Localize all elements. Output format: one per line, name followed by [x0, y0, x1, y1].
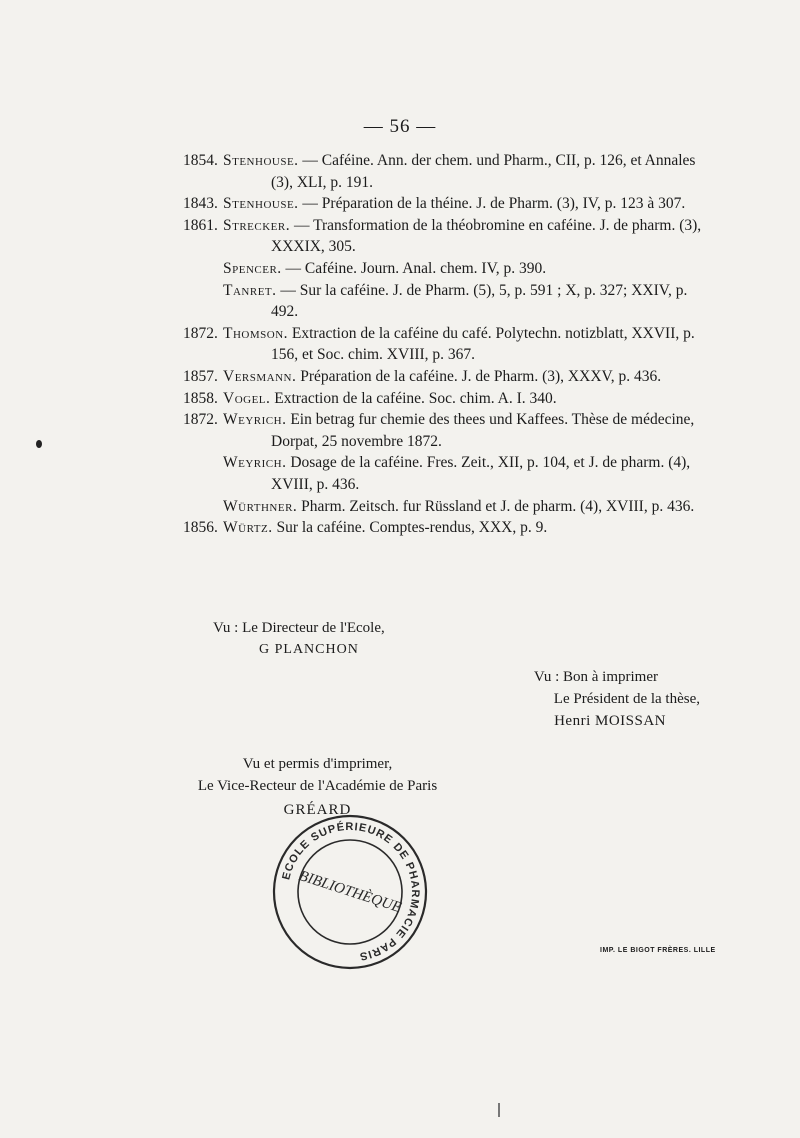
reference-entry: 1854. Stenhouse. — Caféine. Ann. der chem. und Pharm., CII, p. 126, et Annales (3), XLI, p. 191.: [183, 152, 696, 191]
reference-author: Stenhouse.: [223, 152, 299, 169]
president-name: Henri MOISSAN: [554, 713, 666, 729]
reference-text: — Caféine. Ann. der chem. und Pharm., CII, p. 126, et Annales (3), XLI, p. 191.: [271, 152, 696, 191]
president-title: Le Président de la thèse,: [553, 691, 700, 707]
reference-text: — Préparation de la théine. J. de Pharm. (3), IV, p. 123 à 307.: [302, 195, 686, 213]
director-approval-line: Vu : Le Directeur de l'Ecole,: [213, 620, 385, 636]
reference-author: Vogel.: [223, 389, 271, 407]
reference-text: Extraction de la caféine du café. Polytechn. notizblatt, XXVII, p. 156, et Soc. chim. XVIII, p. 367.: [271, 324, 695, 364]
reference-text: Pharm. Zeitsch. fur Rüssland et J. de pharm. (4), XVIII, p. 436.: [301, 497, 695, 515]
reference-entry: 1861. Strecker. — Transformation de la théobromine en caféine. J. de pharm. (3), XXXIX, 305.: [183, 216, 702, 256]
reference-text: Sur la caféine. Comptes-rendus, XXX, p. 9.: [276, 519, 548, 537]
reference-entry: 1858. Vogel. Extraction de la caféine. Soc. chim. A. I. 340.: [183, 389, 557, 407]
library-stamp-icon: [270, 812, 430, 972]
director-approval: [213, 617, 385, 661]
president-approval: [440, 666, 700, 732]
reference-author: Tanret.: [223, 281, 277, 299]
reference-author: Weyrich.: [223, 411, 287, 429]
president-approval-line: Vu : Bon à imprimer: [533, 669, 658, 685]
rector-title: Le Vice-Recteur de l'Académie de Paris: [197, 778, 438, 794]
references-list: [183, 150, 703, 539]
reference-author: Spencer.: [223, 259, 282, 277]
reference-author: Würthner.: [223, 497, 298, 515]
reference-author: Strecker.: [223, 216, 291, 234]
reference-entry: 1856. Würtz. Sur la caféine. Comptes-rendus, XXX, p. 9.: [183, 519, 548, 537]
reference-entry: [183, 258, 703, 280]
rector-approval: [150, 753, 485, 821]
reference-entry: 1857. Versmann. Préparation de la caféine. J. de Pharm. (3), XXXV, p. 436.: [183, 367, 662, 385]
reference-text: Extraction de la caféine. Soc. chim. A. I. 340.: [274, 389, 557, 407]
margin-mark: [498, 1103, 500, 1117]
reference-author: Versmann.: [223, 367, 297, 385]
reference-text: — Sur la caféine. J. de Pharm. (5), 5, p. 591 ; X, p. 327; XXIV, p. 492.: [271, 281, 688, 321]
stamp-inner-text: BIBLIOTHÈQUE: [296, 867, 404, 917]
reference-entry: [183, 496, 703, 518]
printer-imprint: IMP. LE BIGOT FRÈRES. LILLE: [600, 947, 716, 954]
reference-text: — Transformation de la théobromine en caféine. J. de pharm. (3), XXXIX, 305.: [271, 216, 702, 256]
page-number: — 56 —: [363, 116, 437, 137]
reference-entry: 1872. Thomson. Extraction de la caféine du café. Polytechn. notizblatt, XXVII, p. 156, et Soc. chim. XVIII, p. 367.: [183, 324, 695, 364]
reference-author: Würtz.: [223, 519, 273, 537]
reference-entry: 1843. Stenhouse. — Préparation de la théine. J. de Pharm. (3), IV, p. 123 à 307.: [183, 195, 686, 213]
rector-permit-line: Vu et permis d'imprimer,: [242, 756, 393, 772]
reference-author: Thomson.: [223, 324, 289, 342]
rector-name: GRÉARD: [283, 802, 352, 818]
reference-text: Dosage de la caféine. Fres. Zeit., XII, p. 104, et J. de pharm. (4), XVIII, p. 436.: [271, 454, 691, 493]
reference-author: Stenhouse.: [223, 195, 299, 213]
reference-entry: 1872. Weyrich. Ein betrag fur chemie des thees und Kaffees. Thèse de médecine, Dorpat, 25 novembre 1872.: [183, 411, 695, 450]
reference-author: Weyrich.: [223, 454, 287, 472]
reference-text: — Caféine. Journ. Anal. chem. IV, p. 390.: [285, 259, 547, 277]
reference-text: Ein betrag fur chemie des thees und Kaffees. Thèse de médecine, Dorpat, 25 novembre 1872.: [271, 411, 695, 450]
ink-dot: [36, 440, 42, 448]
director-name: G PLANCHON: [259, 642, 359, 657]
reference-text: Préparation de la caféine. J. de Pharm. (3), XXXV, p. 436.: [300, 367, 662, 385]
stamp-outer-text: ECOLE SUPÉRIEURE DE PHARMACIE PARIS: [280, 820, 422, 963]
reference-entry: [183, 452, 703, 495]
reference-entry: [183, 280, 703, 323]
